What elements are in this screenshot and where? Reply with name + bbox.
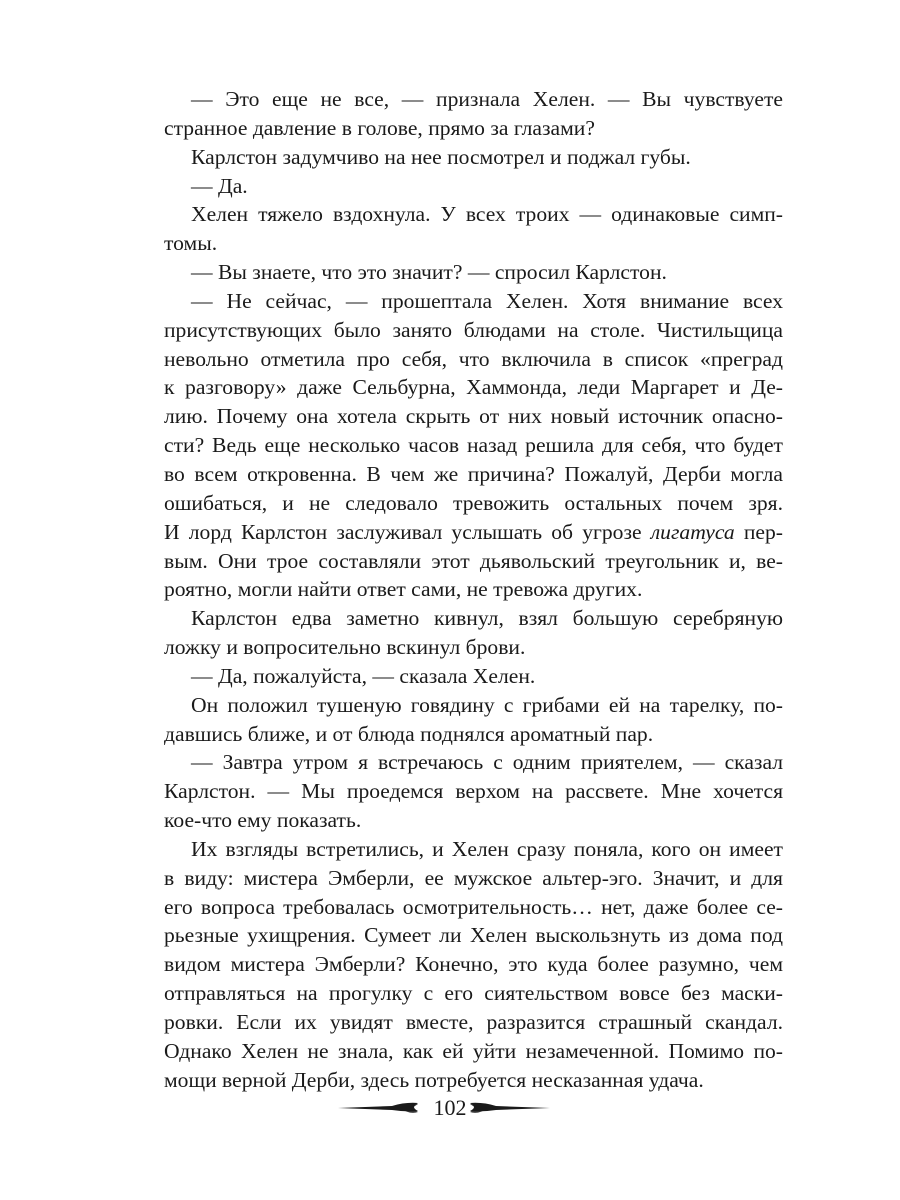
text-line: сти? Ведь еще несколько часов назад решила для себя, что будет: [164, 433, 783, 458]
text-line: во всем откровенна. В чем же причина? Пожалуй, Дерби могла: [164, 461, 783, 486]
text-line: ложку и вопросительно вскинул брови.: [164, 635, 526, 660]
paragraph: [137, 604, 783, 662]
text-line: Их взгляды встретились, и Хелен сразу поняла, кого он имеет: [191, 836, 783, 861]
text-line: к разговору» даже Сельбурна, Хаммонда, леди Маргарет и Де-: [164, 375, 783, 400]
text-line: — Не сейчас, — прошептала Хелен. Хотя внимание всех: [191, 288, 783, 313]
text-line: его вопроса требовалась осмотрительность… нет, даже более се-: [164, 894, 783, 919]
text-line: Однако Хелен не знала, как ей уйти незамеченной. Помимо по-: [164, 1038, 783, 1063]
text-line: рьезные ухищрения. Сумеет ли Хелен выскользнуть из дома под: [164, 923, 783, 948]
text-line: роятно, могли найти ответ сами, не тревожа других.: [164, 577, 643, 602]
paragraph: [137, 85, 783, 143]
text-line: Карлстон. — Мы проедемся верхом на рассвете. Мне хочется: [164, 779, 783, 804]
text-line: Он положил тушеную говядину с грибами ей на тарелку, по-: [191, 692, 783, 717]
paragraph: [137, 662, 783, 691]
text-line: присутствующих было занято блюдами на столе. Чистильщица: [164, 317, 783, 342]
paragraph: [137, 835, 783, 1095]
page-number: 102: [433, 1095, 467, 1120]
text-line: — Вы знаете, что это значит? — спросил Карлстон.: [191, 260, 667, 285]
text-line: странное давление в голове, прямо за глазами?: [164, 115, 595, 140]
text-line: — Да.: [191, 173, 248, 198]
text-line: Карлстон едва заметно кивнул, взял большую серебряную: [191, 606, 783, 631]
text-line: Карлстон задумчиво на нее посмотрел и поджал губы.: [191, 144, 691, 169]
left-flourish-icon: [338, 1103, 418, 1113]
paragraph: [137, 287, 783, 604]
text-line: томы.: [164, 231, 218, 256]
text-segment: И лорд Карлстон заслуживал услышать об угрозе: [164, 519, 651, 544]
text-line: давшись ближе, и от блюда поднялся ароматный пар.: [164, 721, 654, 746]
text-line: ошибаться, и не следовало тревожить остальных почем зря.: [164, 490, 783, 515]
text-line: ровки. Если их увидят вместе, разразится страшный скандал.: [164, 1010, 783, 1034]
right-flourish-icon: [470, 1103, 550, 1113]
text-line: видом мистера Эмберли? Конечно, это куда более разумно, чем: [164, 952, 783, 977]
text-line: Хелен тяжело вздохнула. У всех троих — одинаковые симп-: [191, 202, 783, 227]
paragraph: [137, 200, 783, 258]
text-segment: пер-: [734, 519, 783, 544]
text-line: мощи верной Дерби, здесь потребуется несказанная удача.: [164, 1067, 704, 1092]
text-line: лию. Почему она хотела скрыть от них новый источник опасно-: [164, 404, 783, 429]
text-line: кое-что ему показать.: [164, 808, 362, 833]
paragraph: [137, 172, 783, 201]
text-line: вым. Они трое составляли этот дьявольский треугольник и, ве-: [164, 548, 783, 573]
text-line: отправляться на прогулку с его сиятельством вовсе без маски-: [164, 981, 783, 1006]
paragraph: [137, 143, 783, 172]
text-line-with-italic: [137, 518, 783, 547]
paragraph: [137, 691, 783, 749]
text-line: — Завтра утром я встречаюсь с одним приятелем, — сказал: [191, 750, 783, 775]
text-line: — Да, пожалуйста, — сказала Хелен.: [191, 663, 536, 688]
body-text: [137, 85, 783, 1095]
paragraph: [137, 748, 783, 835]
text-line: в виду: мистера Эмберли, ее мужское альтер-эго. Значит, и для: [164, 865, 783, 890]
paragraph: [137, 258, 783, 287]
text-line: — Это еще не все, — признала Хелен. — Вы чувствуете: [191, 87, 783, 111]
text-line: невольно отметила про себя, что включила в список «преград: [164, 346, 783, 371]
page-footer: [0, 1090, 900, 1130]
italic-word: лигатуса: [650, 519, 735, 544]
